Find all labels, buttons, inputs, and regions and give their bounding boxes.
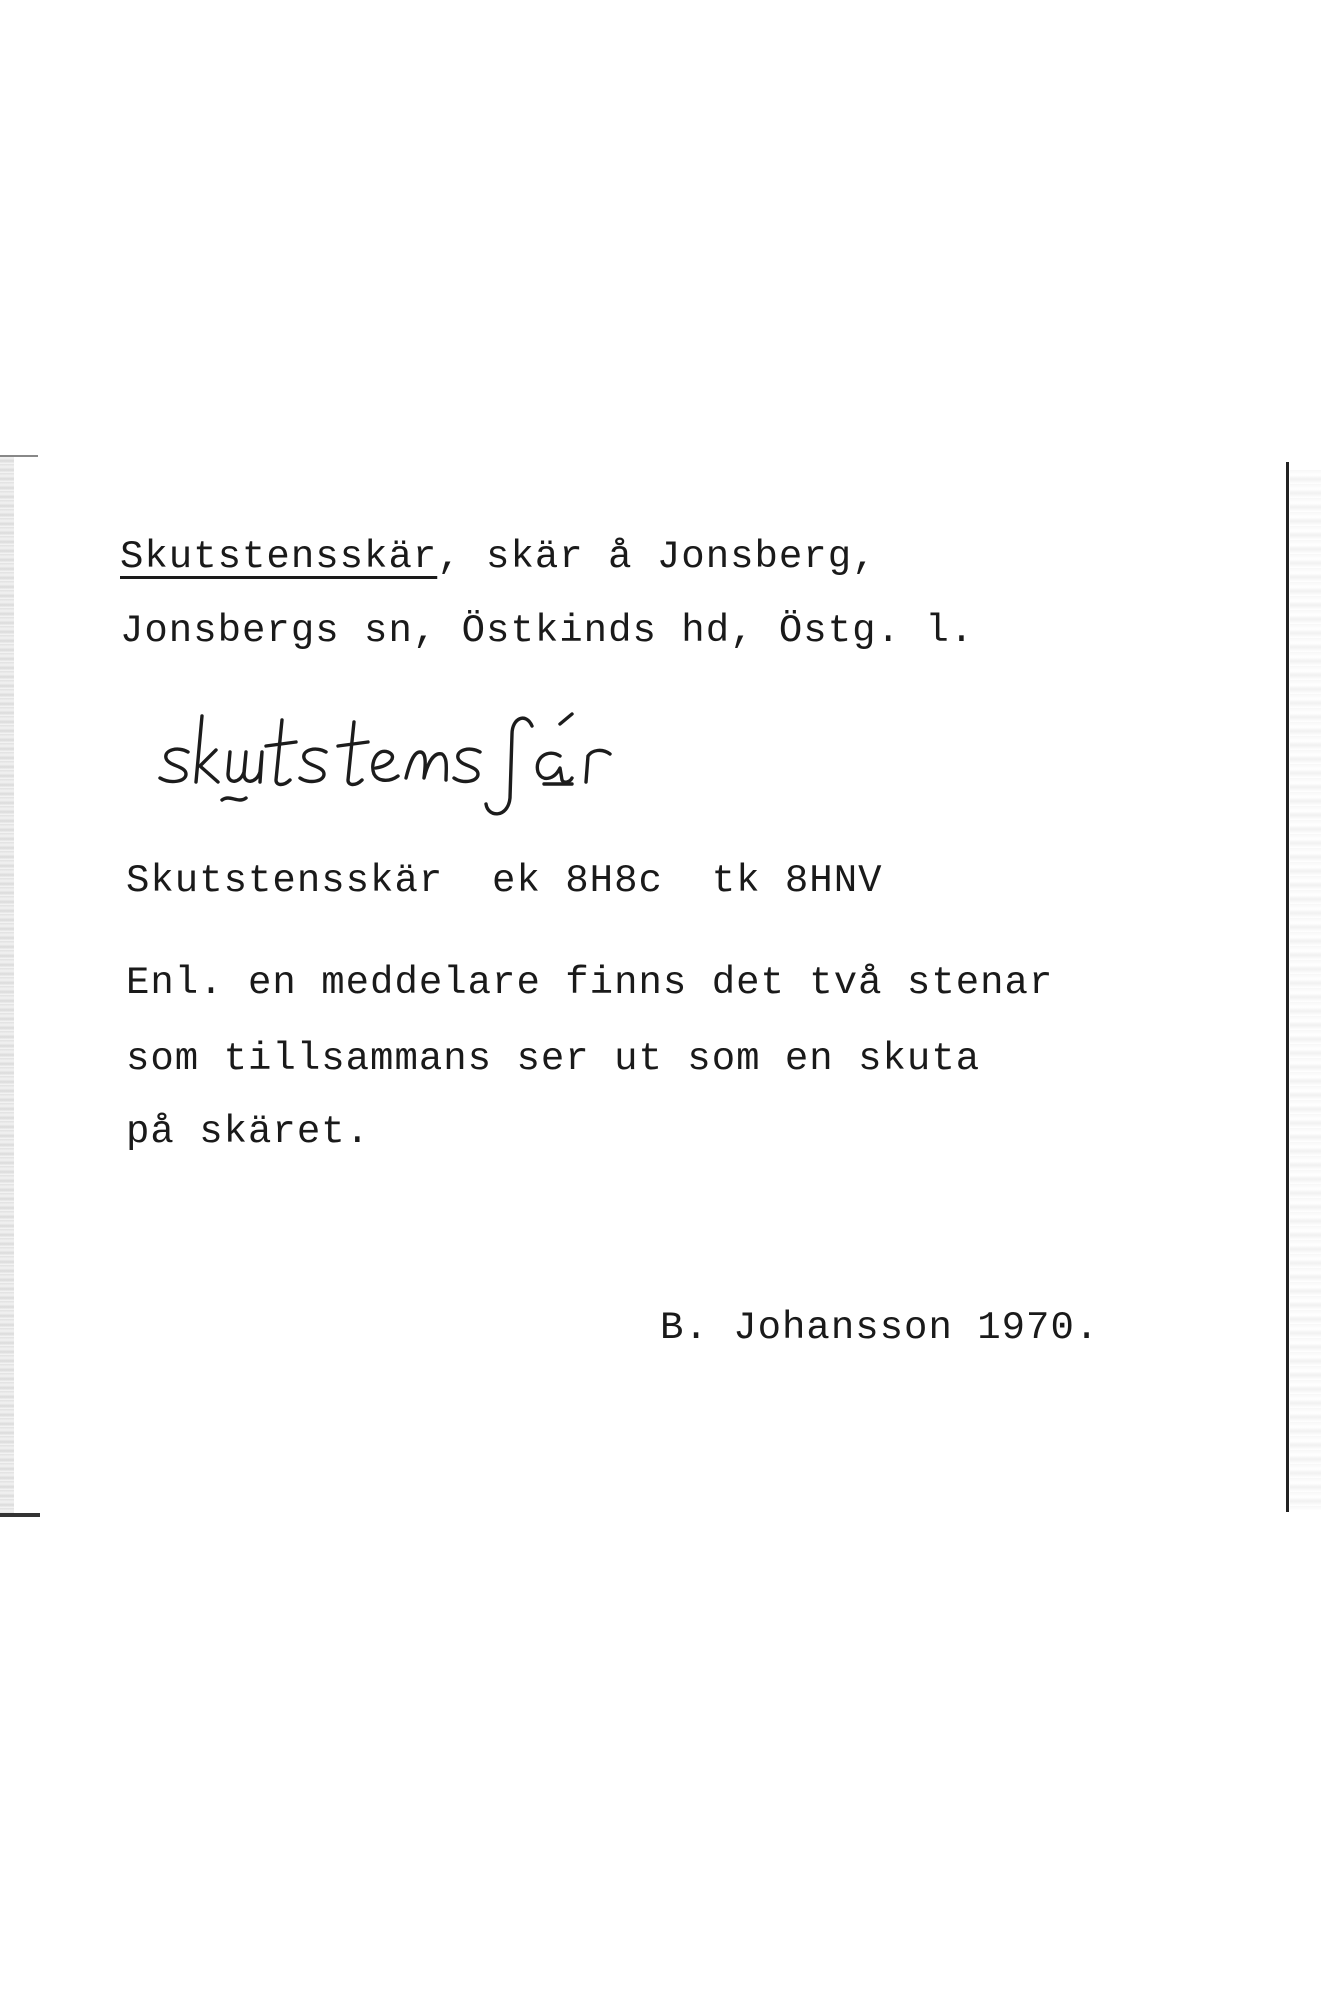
card-right-edge-shade bbox=[1290, 470, 1321, 1510]
handwritten-name bbox=[150, 700, 670, 830]
entry-line-2: Jonsbergs sn, Östkinds hd, Östg. l. bbox=[120, 609, 975, 653]
note-line-2: som tillsammans ser ut som en skuta bbox=[126, 1037, 981, 1081]
entry-line-1-rest: , skär å Jonsberg, bbox=[437, 535, 877, 579]
card-right-edge bbox=[1286, 462, 1289, 1512]
placename-reference: Skutstensskär ek 8H8c tk 8HNV bbox=[126, 859, 883, 903]
signature: B. Johansson 1970. bbox=[660, 1306, 1100, 1350]
card-left-edge bbox=[0, 455, 14, 1515]
entry-line-1 bbox=[120, 535, 877, 579]
card-left-edge-mark bbox=[0, 455, 38, 457]
note-line-3: på skäret. bbox=[126, 1110, 371, 1154]
card-left-edge-bottom-mark bbox=[0, 1513, 40, 1517]
note-line-1: Enl. en meddelare finns det två stenar bbox=[126, 961, 1054, 1005]
headword: Skutstensskär bbox=[120, 535, 438, 579]
